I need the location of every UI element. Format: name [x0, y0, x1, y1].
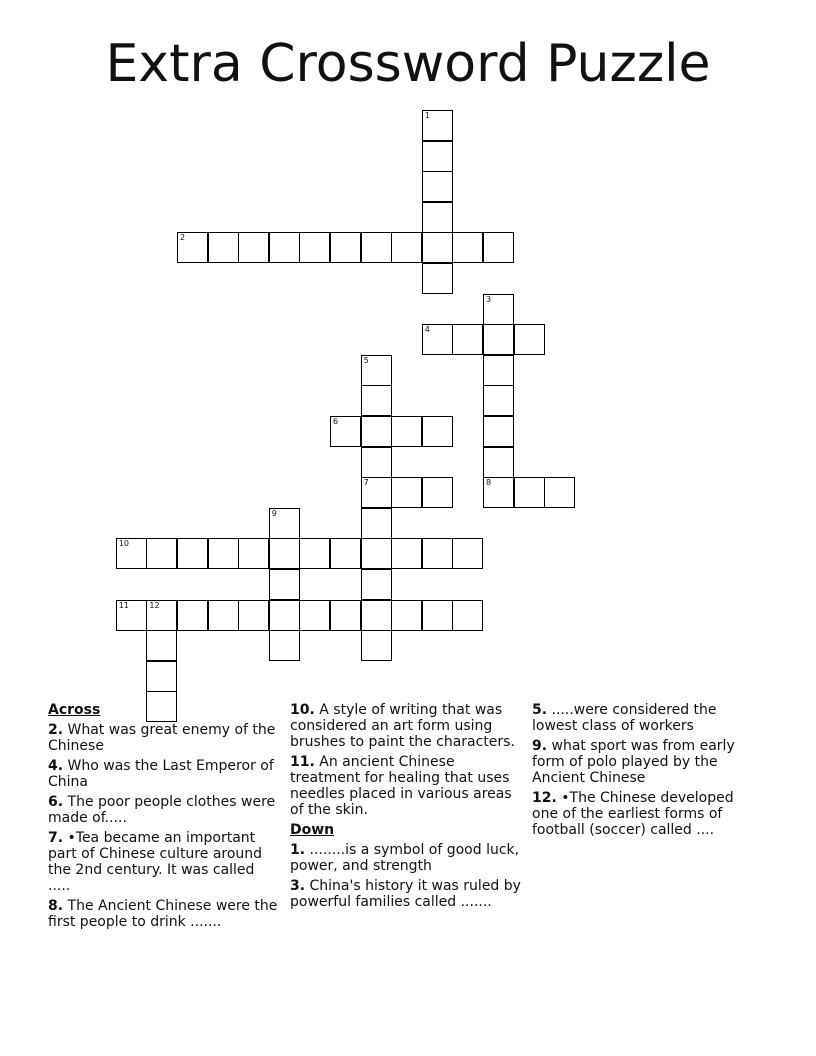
clue-number: 3.	[290, 878, 306, 894]
grid-cell[interactable]	[299, 600, 330, 631]
clue-text: ........is a symbol of good luck, power, and strength	[290, 842, 520, 874]
grid-cell[interactable]	[422, 538, 453, 569]
grid-cell[interactable]	[238, 232, 269, 263]
grid-cell[interactable]	[422, 477, 453, 508]
grid-cell[interactable]	[422, 416, 453, 447]
grid-cell[interactable]	[452, 600, 483, 631]
clue-down-1	[290, 842, 522, 874]
clue-down-12	[532, 790, 764, 838]
across-heading: Across	[48, 702, 101, 718]
grid-cell[interactable]	[361, 538, 392, 569]
grid-cell[interactable]	[269, 232, 300, 263]
clue-number: 1.	[290, 842, 306, 858]
grid-cell[interactable]	[177, 538, 208, 569]
grid-cell[interactable]	[116, 600, 147, 631]
cell-number: 12	[149, 600, 160, 610]
cell-number: 1	[424, 111, 430, 120]
clues-column-3	[532, 702, 764, 842]
grid-cell[interactable]	[269, 569, 300, 600]
cell-number: 3	[486, 294, 492, 304]
grid-cell[interactable]	[208, 538, 239, 569]
clue-number: 6.	[48, 794, 64, 810]
grid-cell[interactable]	[422, 600, 453, 631]
grid-cell[interactable]	[208, 600, 239, 631]
grid-cell[interactable]	[422, 202, 453, 233]
clue-across-7	[48, 830, 280, 894]
grid-cell[interactable]	[483, 324, 514, 355]
grid-cell[interactable]	[330, 600, 361, 631]
clue-text: The poor people clothes were made of.....	[48, 794, 276, 826]
cell-number: 6	[333, 417, 339, 426]
grid-cell[interactable]	[146, 630, 177, 661]
clue-text: .....were considered the lowest class of workers	[532, 702, 717, 734]
cell-number: 5	[363, 355, 369, 365]
grid-cell[interactable]	[483, 294, 514, 325]
grid-cell[interactable]	[483, 385, 514, 416]
clue-number: 5.	[532, 702, 548, 718]
grid-cell[interactable]	[422, 141, 453, 172]
clue-across-6	[48, 794, 280, 826]
grid-cell[interactable]	[422, 324, 453, 355]
grid-cell[interactable]	[361, 385, 392, 416]
grid-cell[interactable]	[177, 600, 208, 631]
grid-cell[interactable]	[483, 477, 514, 508]
clue-text: What was great enemy of the Chinese	[48, 722, 276, 754]
grid-cell[interactable]	[269, 538, 300, 569]
grid-cell[interactable]	[177, 232, 208, 263]
grid-cell[interactable]	[269, 630, 300, 661]
grid-cell[interactable]	[483, 447, 514, 478]
clue-number: 10.	[290, 702, 315, 718]
grid-cell[interactable]	[361, 232, 392, 263]
grid-cell[interactable]	[269, 600, 300, 631]
clue-down-5	[532, 702, 764, 734]
grid-cell[interactable]	[238, 538, 269, 569]
grid-cell[interactable]	[146, 600, 177, 631]
grid-cell[interactable]	[330, 416, 361, 447]
clue-across-8	[48, 898, 280, 930]
grid-cell[interactable]	[208, 232, 239, 263]
grid-cell[interactable]	[269, 508, 300, 539]
cell-number: 8	[486, 478, 492, 488]
grid-cell[interactable]	[422, 263, 453, 294]
grid-cell[interactable]	[391, 477, 422, 508]
grid-cell[interactable]	[391, 538, 422, 569]
clue-number: 9.	[532, 738, 548, 754]
grid-cell[interactable]	[452, 232, 483, 263]
grid-cell[interactable]	[361, 630, 392, 661]
grid-cell[interactable]	[361, 447, 392, 478]
clue-text: The Ancient Chinese were the first people to drink .......	[48, 898, 278, 930]
clue-number: 4.	[48, 758, 64, 774]
grid-cell[interactable]	[116, 538, 147, 569]
grid-cell[interactable]	[391, 232, 422, 263]
clue-across-11	[290, 754, 522, 818]
clue-across-10	[290, 702, 522, 750]
down-heading: Down	[290, 822, 335, 838]
grid-cell[interactable]	[146, 538, 177, 569]
grid-cell[interactable]	[299, 232, 330, 263]
grid-cell[interactable]	[361, 600, 392, 631]
clue-text: A style of writing that was considered an art form using brushes to paint the characters.	[290, 702, 515, 750]
clue-text: •Tea became an important part of Chinese culture around the 2nd century. It was called .....	[48, 830, 263, 894]
clue-text: Who was the Last Emperor of China	[48, 758, 274, 790]
grid-cell[interactable]	[361, 355, 392, 386]
clues-column-2	[290, 702, 522, 914]
grid-cell[interactable]	[452, 324, 483, 355]
grid-cell[interactable]	[361, 416, 392, 447]
grid-cell[interactable]	[514, 324, 545, 355]
clue-number: 11.	[290, 754, 315, 770]
grid-cell[interactable]	[422, 232, 453, 263]
grid-cell[interactable]	[422, 110, 453, 141]
grid-cell[interactable]	[544, 477, 575, 508]
grid-cell[interactable]	[361, 477, 392, 508]
grid-cell[interactable]	[361, 569, 392, 600]
clue-number: 8.	[48, 898, 64, 914]
clue-text: what sport was from early form of polo played by the Ancient Chinese	[532, 738, 735, 786]
clue-number: 7.	[48, 830, 64, 846]
clues-column-1	[48, 702, 280, 934]
page-title: Extra Crossword Puzzle	[105, 34, 711, 94]
grid-cell[interactable]	[391, 600, 422, 631]
grid-cell[interactable]	[361, 508, 392, 539]
cell-number: 2	[180, 233, 186, 243]
cell-number: 4	[424, 325, 430, 335]
grid-cell[interactable]	[146, 661, 177, 692]
clue-across-4	[48, 758, 280, 790]
cell-number: 10	[118, 539, 129, 549]
grid-cell[interactable]	[483, 232, 514, 263]
clue-text: China's history it was ruled by powerful families called .......	[290, 878, 521, 910]
clue-across-2	[48, 722, 280, 754]
grid-cell[interactable]	[299, 538, 330, 569]
grid-cell[interactable]	[422, 171, 453, 202]
grid-cell[interactable]	[330, 538, 361, 569]
clue-number: 2.	[48, 722, 64, 738]
clue-number: 12.	[532, 790, 557, 806]
clue-text: An ancient Chinese treatment for healing that uses needles placed in various areas of the skin.	[290, 754, 512, 818]
cell-number: 9	[271, 508, 277, 518]
clue-text: •The Chinese developed one of the earliest forms of football (soccer) called ....	[532, 790, 734, 838]
cell-number: 11	[118, 600, 129, 610]
cell-number: 7	[363, 478, 369, 488]
grid-cell[interactable]	[514, 477, 545, 508]
clue-down-9	[532, 738, 764, 786]
grid-cell[interactable]	[483, 416, 514, 447]
grid-cell[interactable]	[238, 600, 269, 631]
grid-cell[interactable]	[452, 538, 483, 569]
clue-down-3	[290, 878, 522, 910]
grid-cell[interactable]	[330, 232, 361, 263]
grid-cell[interactable]	[391, 416, 422, 447]
grid-cell[interactable]	[483, 355, 514, 386]
